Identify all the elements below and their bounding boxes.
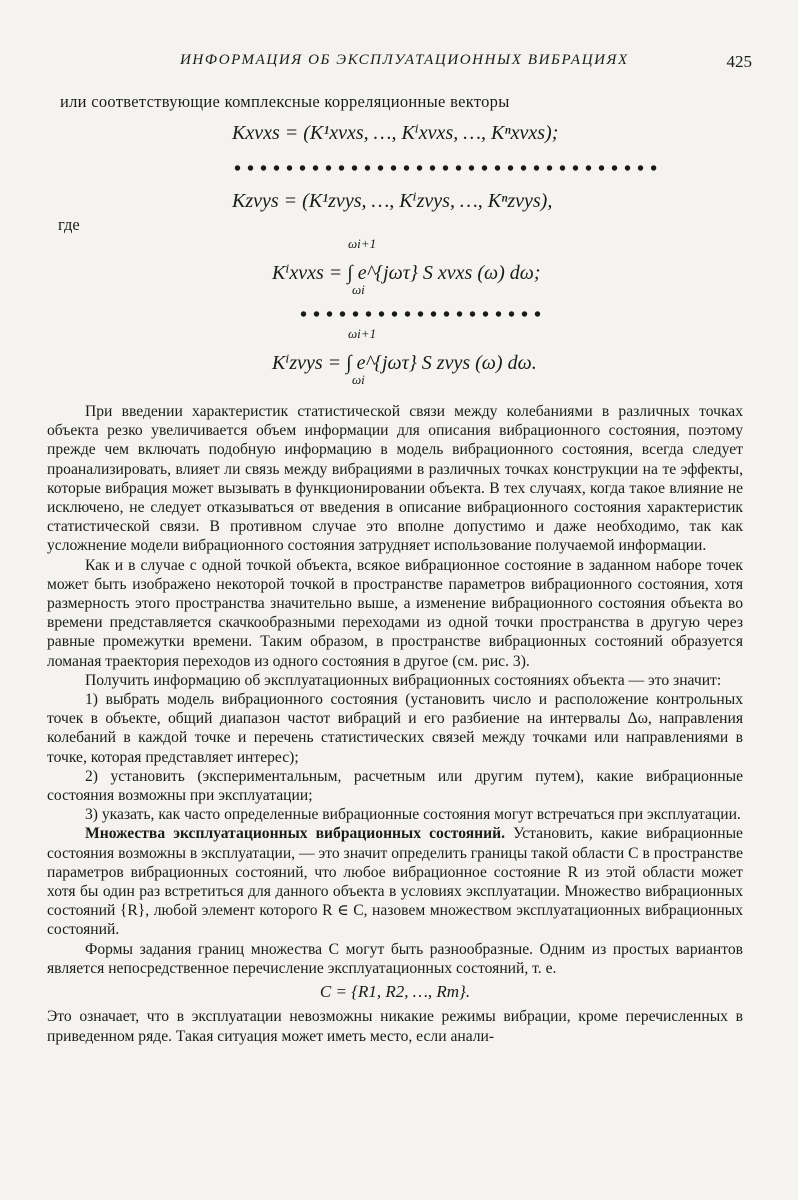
paragraph: Получить информацию об эксплуатационных вибрационных состояниях объекта — это значит: bbox=[85, 671, 722, 689]
list-item: 2) установить (экспериментальным, расчетным или другим путем), какие вибрационные состояния возможны при эксплуатации; bbox=[47, 767, 743, 805]
formula-ellipsis-row-2: ••••••••••••••••••• bbox=[300, 304, 548, 326]
paragraph-section bbox=[47, 824, 743, 939]
running-title: ИНФОРМАЦИЯ ОБ ЭКСПЛУАТАЦИОННЫХ ВИБРАЦИЯХ bbox=[180, 52, 629, 68]
paragraph: Как и в случае с одной точкой объекта, всякое вибрационное состояние в заданном наборе точек может быть изображено некоторой точкой в пространстве параметров вибрационного состояния, хотя размерность этого пространства значительно выше, а изменение вибрационного состояния объекта во времени представляется скачкообразными переходами из одной точки пространства в другую через равные промежутки времени. Таким образом, в пространстве вибрационных состояний образуется ломаная траектория переходов из одного состояния в другое (см. рис. 3). bbox=[47, 556, 743, 670]
formula-kz-vector-text: Kzvys = (K¹zvys, …, Kⁱzvys, …, Kⁿzvys), bbox=[232, 190, 553, 212]
formula-kx-vector-text: Kxvxs = (K¹xvxs, …, Kⁱxvxs, …, Kⁿxvxs); bbox=[232, 122, 559, 144]
page-number: 425 bbox=[726, 52, 752, 71]
intro-line: или соответствующие комплексные корреляционные векторы bbox=[60, 92, 510, 111]
paragraph: При введении характеристик статистической связи между колебаниями в различных точках объекта резко увеличивается объем информации для описания вибрационного состояния, поэтому прежде чем включать подобную информацию в модель вибрационного состояния, всегда следует проанализировать, влияет ли связь между вибрациями в различных точках конструкции на те эффекты, которые вибрация может вызывать в функционировании объекта. В тех случаях, когда такое влияние не исключено, не следует отказываться от введения в описание вибрационного состояния характеристик статистической связи. В противном случае это вполне допустимо и даже необходимо, так как усложнение модели вибрационного состояния затрудняет использование получаемой информации. bbox=[47, 403, 743, 555]
paragraph: Формы задания границ множества C могут быть разнообразные. Одним из простых вариантов является непосредственное перечисление эксплуатационных состояний, т. е. bbox=[47, 940, 743, 977]
list-item: 3) указать, как часто определенные вибрационные состояния могут встречаться при эксплуатации. bbox=[85, 806, 741, 824]
list-item: 1) выбрать модель вибрационного состояния (установить число и расположение контрольных точек в объекте, общий диапазон частот вибраций и его разбиение на интервалы Δω, направления колебаний в каждой точке и перечень статистических связей между точками или направлениями в точке, которая представляет интерес); bbox=[47, 691, 743, 766]
formula-kz-vector bbox=[232, 188, 552, 213]
integral-2-upper-limit: ωi+1 bbox=[348, 326, 377, 341]
formula-kx-integral-text: Kⁱxvxs = ∫ e^{jωτ} S xvxs (ω) dω; bbox=[272, 262, 541, 284]
integral-2-lower-limit: ωi bbox=[352, 372, 365, 387]
integral-1-upper-limit: ωi+1 bbox=[348, 236, 377, 251]
where-label: где bbox=[58, 215, 80, 234]
formula-kx-integral bbox=[272, 260, 541, 285]
section-heading: Множества эксплуатационных вибрационных состояний. bbox=[85, 825, 505, 843]
body-text bbox=[47, 402, 743, 1046]
formula-kz-integral bbox=[272, 350, 537, 375]
formula-set-c: C = {R1, R2, …, Rm}. bbox=[319, 982, 471, 1002]
section-text: Установить, какие вибрационные состояния возможны в эксплуатации, — это значит определить границы такой области C в пространстве параметров вибрационных состояний, что любое вибрационное состояние R из этой области может хотя бы один раз встретиться для данного объекта в условиях эксплуатации. Множество вибрационных состояний {R}, любой элемент которого R ∈ C, назовем множеством эксплуатационных вибрационных состояний. bbox=[47, 825, 743, 939]
page-header bbox=[0, 52, 798, 76]
integral-1-lower-limit: ωi bbox=[352, 282, 365, 297]
formula-kz-integral-text: Kⁱzvys = ∫ e^{jωτ} S zvys (ω) dω. bbox=[272, 352, 537, 374]
formula-kx-vector bbox=[232, 120, 558, 145]
paragraph: Это означает, что в эксплуатации невозможны никакие режимы вибрации, кроме перечисленных в приведенном ряде. Такая ситуация может иметь место, если анали- bbox=[47, 1008, 743, 1045]
formula-ellipsis-row-1: ••••••••••••••••••••••••••••••••• bbox=[234, 158, 664, 180]
